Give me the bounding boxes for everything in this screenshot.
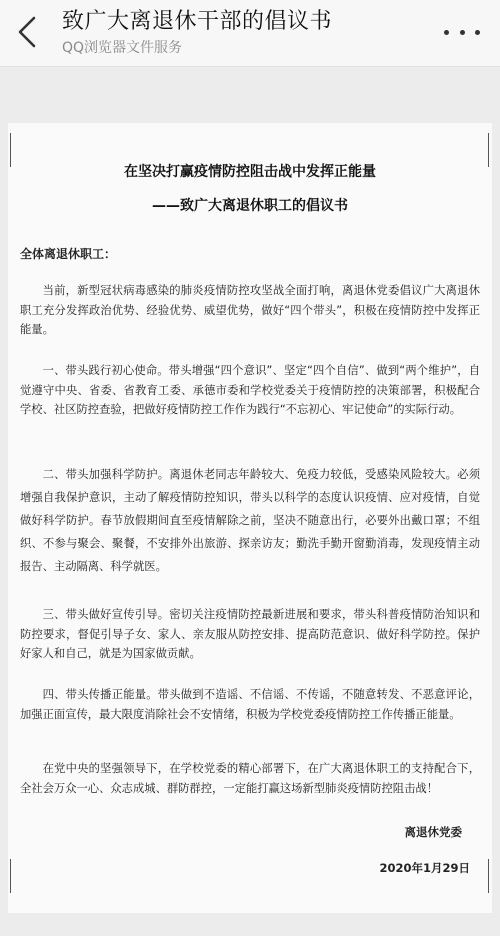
document-subheading: ——致广大离退休职工的倡议书 [152,198,348,214]
back-button[interactable] [14,14,44,50]
chevron-left-icon [14,14,44,50]
paragraph: 当前，新型冠状病毒感染的肺炎疫情防控攻坚战全面打响，离退休党委倡议广大离退休职工充分发挥政治优势、经验优势、威望优势，做好“四个带头”，积极在疫情防控中发挥正能量。 [20,284,480,337]
more-horizontal-icon [444,30,449,35]
paragraph: 二、带头加强科学防护。离退休老同志年龄较大、免疫力较低，受感染风险较大。必须增强自我保护意识，主动了解疫情防控知识，带头以科学的态度认识疫情、应对疫情，自觉做好科学防护。春节放假期间直至疫情解除之前，坚决不随意出行，必要外出戴口罩；不组织、不参与聚会、聚餐，不安排外出旅游、探亲访友；勤洗手勤开窗勤消毒，发现疫情主动报告、主动隔离、科学就医。 [20,468,480,573]
document-source: QQ浏览器文件服务 [62,40,183,56]
crop-mark [488,133,489,167]
crop-mark [10,133,11,167]
document-heading: 在坚决打赢疫情防控阻击战中发挥正能量 [124,164,376,180]
more-horizontal-icon [460,30,465,35]
more-horizontal-icon [475,30,480,35]
more-options-button[interactable] [444,22,480,42]
document-viewer[interactable] [0,67,500,936]
top-navigation-bar [0,0,500,67]
salutation: 全体离退休职工： [20,247,117,261]
header-title-group [62,8,420,58]
crop-mark [488,859,489,893]
document-date: 2020年1月29日 [379,861,470,875]
paragraph: 在党中央的坚强领导下，在学校党委的精心部署下，在广大离退休职工的支持配合下，全社会万众一心、众志成城、群防群控，一定能打赢这场新型肺炎疫情防控阻击战！ [20,762,480,795]
paragraph: 三、带头做好宣传引导。密切关注疫情防控最新进展和要求，带头科普疫情防治知识和防控要求，督促引导子女、家人、亲友服从防控安排、提高防范意识、做好科学防控。保护好家人和自己，就是为国家做贡献。 [20,608,480,661]
paragraph: 一、带头践行初心使命。带头增强“四个意识”、坚定“四个自信”、做到“两个维护”，自觉遵守中央、省委、省教育工委、承德市委和学校党委关于疫情防控的决策部署，积极配合学校、社区防控查验，把做好疫情防控工作作为践行“不忘初心、牢记使命”的实际行动。 [20,364,480,417]
signature: 离退休党委 [404,825,462,839]
paragraph: 四、带头传播正能量。带头做到不造谣、不信谣、不传谣，不随意转发、不恶意评论，加强正面宣传，最大限度消除社会不安情绪，积极为学校党委疫情防控工作传播正能量。 [20,688,480,721]
crop-mark [10,859,11,893]
document-title: 致广大离退休干部的倡议书 [62,9,333,34]
